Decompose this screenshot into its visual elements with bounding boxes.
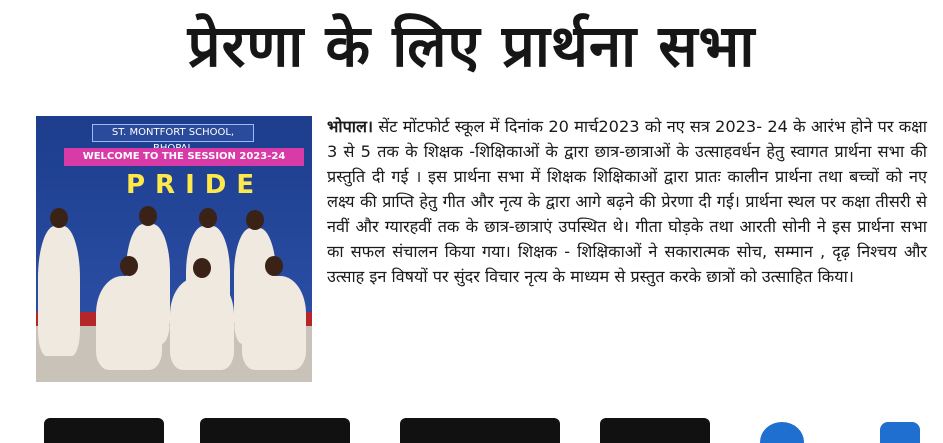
blue-logo-fragment bbox=[880, 422, 920, 443]
performer-figure bbox=[38, 226, 80, 356]
article-dateline: भोपाल। bbox=[327, 117, 374, 136]
performer-figure bbox=[170, 278, 234, 370]
performer-head bbox=[50, 208, 68, 228]
blue-logo-fragment bbox=[760, 422, 804, 443]
headline-glyph-fragment bbox=[400, 418, 560, 443]
headline-glyph-fragment bbox=[200, 418, 350, 443]
performer-figure bbox=[96, 276, 162, 370]
performer-head bbox=[246, 210, 264, 230]
headline-glyph-fragment bbox=[600, 418, 710, 443]
headline: प्रेरणा के लिए प्रार्थना सभा bbox=[187, 12, 756, 80]
article-body bbox=[327, 114, 927, 289]
banner-welcome-text: WELCOME TO THE SESSION 2023-24 bbox=[64, 148, 304, 166]
performer-figure bbox=[242, 276, 306, 370]
banner-school-name: ST. MONTFORT SCHOOL, bbox=[92, 124, 254, 142]
article-text: सेंट मोंटफोर्ट स्कूल में दिनांक 20 मार्च2023 को नए सत्र 2023- 24 के आरंभ होने पर कक्षा 3 से 5 तक के शिक्षक -शिक्षिकाओं के द्वारा छात्र-छात्राओं के उत्साहवर्धन हेतु स्वागत प्रार्थना सभा की प्रस्तुति दी गई । इस प्रार्थना सभा में शिक्षक शिक्षिकाओं द्वारा प्रातः कालीन प्रार्थना तथा बच्चों को नए लक्ष्य की प्राप्ति हेतु गीत और नृत्य के द्वारा आगे बढ़ने की प्रेरणा दी गई। प्रार्थना स्थल पर कक्षा तीसरी से नवीं और ग्यारहवीं तक के छात्र-छात्राएं उपस्थित थे। गीता घोड़के तथा आरती सोनी ने इस प्रार्थना सभा का सफल संचालन किया गया। शिक्षक - शिक्षिकाओं ने सकारात्मक सोच, सम्मान , दृढ़ निश्चय और उत्साह इन विषयों पर सुंदर विचार नृत्य के माध्यम से प्रस्तुत करके छात्रों को उत्साहित किया। bbox=[327, 117, 927, 286]
performer-head bbox=[265, 256, 283, 276]
banner-pride-word: PRIDE bbox=[126, 170, 265, 200]
headline-glyph-fragment bbox=[44, 418, 164, 443]
news-photo bbox=[36, 116, 312, 382]
performer-head bbox=[199, 208, 217, 228]
performer-head bbox=[139, 206, 157, 226]
performer-head bbox=[120, 256, 138, 276]
next-headline-fragment bbox=[0, 418, 943, 443]
performer-head bbox=[193, 258, 211, 278]
